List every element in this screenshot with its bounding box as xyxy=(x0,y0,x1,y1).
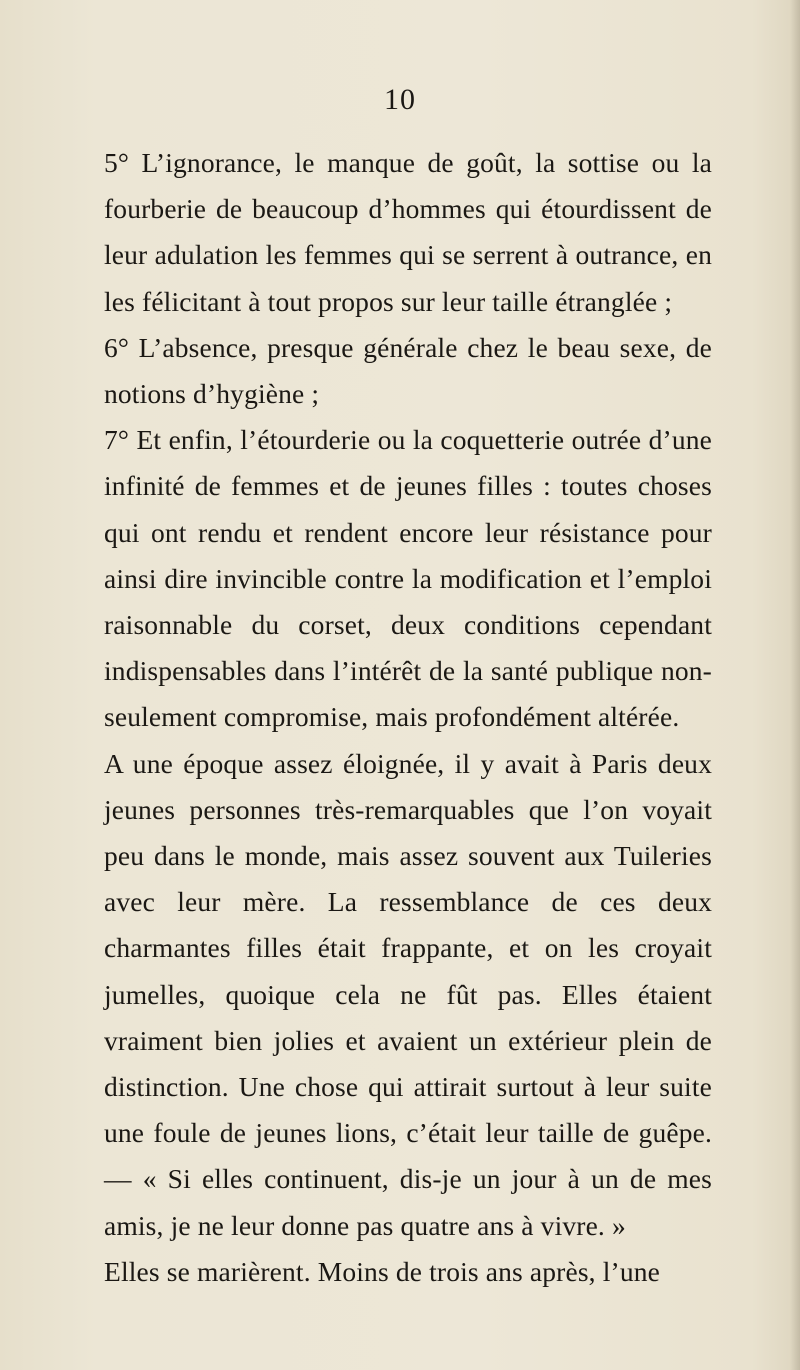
paragraph-item-7: 7° Et enfin, l’étourderie ou la coquetterie outrée d’une infinité de femmes et de jeunes filles : toutes choses qui ont rendu et rendent encore leur résistance pour ainsi dire invincible contre la modification et l’emploi raisonnable du corset, deux conditions cependant indispensables dans l’intérêt de la santé publique non-seulement compromise, mais profondément altérée. xyxy=(104,424,712,733)
page-edge-shadow xyxy=(790,0,800,1370)
page-number: 10 xyxy=(384,83,416,116)
paragraph-continuation: Elles se marièrent. Moins de trois ans après, l’une xyxy=(104,1255,660,1287)
body-text xyxy=(104,140,712,1295)
paragraph-item-6: 6° L’absence, presque générale chez le beau sexe, de notions d’hygiène ; xyxy=(104,331,712,410)
paragraph-item-5: 5° L’ignorance, le manque de goût, la sottise ou la fourberie de beaucoup d’hommes qui étourdissent de leur adulation les femmes qui se serrent à outrance, en les félicitant à tout propos sur leur taille étranglée ; xyxy=(104,147,712,317)
paragraph-anecdote: A une époque assez éloignée, il y avait à Paris deux jeunes personnes très-remarquables que l’on voyait peu dans le monde, mais assez souvent aux Tuileries avec leur mère. La ressemblance de ces deux charmantes filles était frappante, et on les croyait jumelles, quoique cela ne fût pas. Elles étaient vraiment bien jolies et avaient un extérieur plein de distinction. Une chose qui attirait surtout à leur suite une foule de jeunes lions, c’était leur taille de guêpe. — « Si elles continuent, dis-je un jour à un de mes amis, je ne leur donne pas quatre ans à vivre. » xyxy=(104,747,712,1241)
